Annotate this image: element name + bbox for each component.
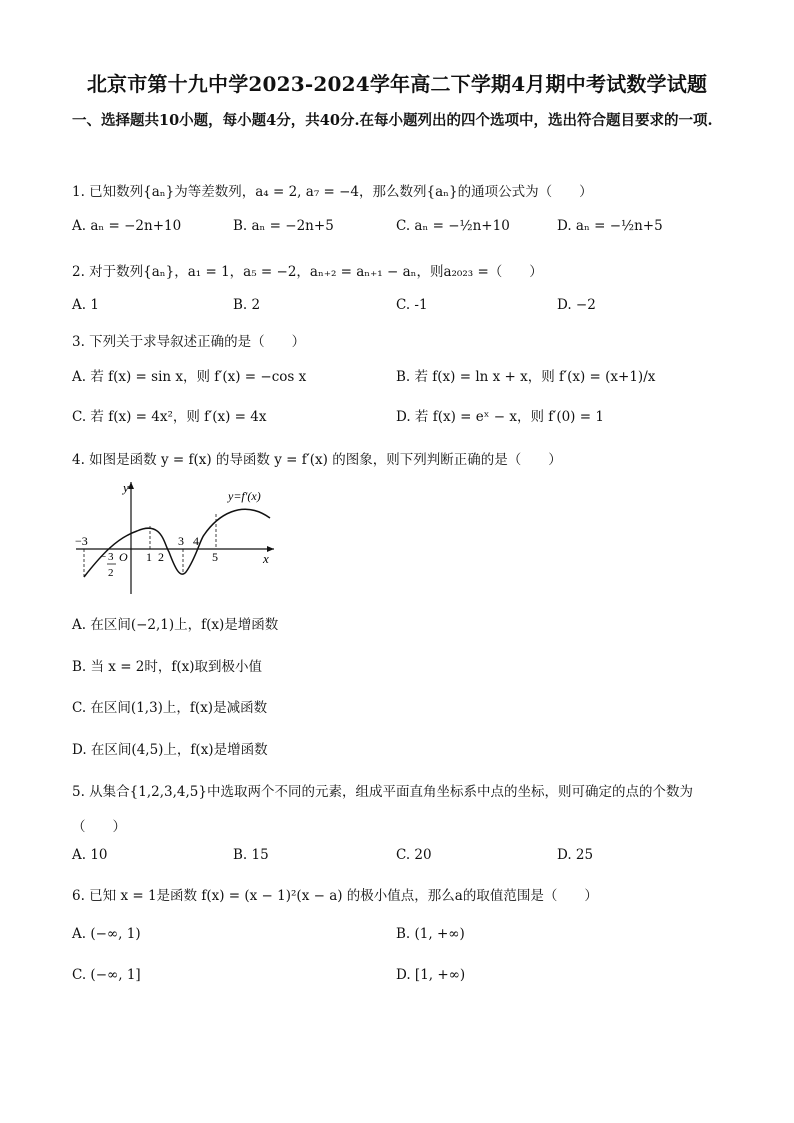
question-3-option-c[interactable]: C. 若 f(x) = 4x²，则 f′(x) = 4x bbox=[72, 409, 267, 425]
question-1-option-d[interactable]: D. aₙ = −½n+5 bbox=[557, 218, 663, 234]
question-5-stem: 5. 从集合{1,2,3,4,5}中选取两个不同的元素，组成平面直角坐标系中点的坐标，则可确定的点的个数为 bbox=[72, 784, 693, 800]
tick-label-4: 4 bbox=[193, 534, 199, 548]
question-5-option-c[interactable]: C. 20 bbox=[396, 847, 432, 863]
svg-text:2: 2 bbox=[108, 567, 114, 579]
x-axis-label: x bbox=[263, 551, 269, 566]
question-6-stem: 6. 已知 x = 1是函数 f(x) = (x − 1)²(x − a) 的极小值点，那么a的取值范围是（ ） bbox=[72, 888, 598, 904]
question-6-option-c[interactable]: C. (−∞, 1] bbox=[72, 967, 141, 983]
section-heading: 一、选择题共10小题，每小题4分，共40分.在每小题列出的四个选项中，选出符合题目要求的一项. bbox=[72, 112, 713, 129]
curve-label: y=f′(x) bbox=[228, 489, 261, 503]
tick-label-5: 5 bbox=[212, 550, 218, 564]
question-6-option-a[interactable]: A. (−∞, 1) bbox=[72, 926, 141, 942]
svg-text:3: 3 bbox=[108, 551, 114, 563]
y-axis-label: y bbox=[123, 480, 129, 495]
question-1-option-b[interactable]: B. aₙ = −2n+5 bbox=[233, 218, 334, 234]
tick-label-3: 3 bbox=[178, 534, 184, 548]
question-4-option-b[interactable]: B. 当 x = 2时，f(x)取到极小值 bbox=[72, 659, 263, 675]
question-1-option-c[interactable]: C. aₙ = −½n+10 bbox=[396, 218, 510, 234]
page-title: 北京市第十九中学2023-2024学年高二下学期4月期中考试数学试题 bbox=[86, 72, 708, 96]
origin-label: O bbox=[119, 550, 128, 564]
question-2-stem: 2. 对于数列{aₙ}，a₁ = 1，a₅ = −2，aₙ₊₂ = aₙ₊₁ − aₙ，则a₂₀₂₃ =（ ） bbox=[72, 264, 543, 280]
question-5-option-b[interactable]: B. 15 bbox=[233, 847, 269, 863]
question-3-option-d[interactable]: D. 若 f(x) = eˣ − x，则 f′(0) = 1 bbox=[396, 409, 604, 425]
question-4-stem: 4. 如图是函数 y = f(x) 的导函数 y = f′(x) 的图象，则下列判断正确的是（ ） bbox=[72, 452, 562, 468]
y-axis-arrow-icon bbox=[128, 482, 134, 489]
question-2-option-b[interactable]: B. 2 bbox=[233, 297, 261, 313]
tick-label-2: 2 bbox=[158, 550, 164, 564]
question-2-option-a[interactable]: A. 1 bbox=[72, 297, 99, 313]
question-1-stem: 1. 已知数列{aₙ}为等差数列，a₄ = 2, a₇ = −4，那么数列{aₙ}的通项公式为（ ） bbox=[72, 184, 593, 200]
question-5-option-d[interactable]: D. 25 bbox=[557, 847, 594, 863]
question-6-option-d[interactable]: D. [1, +∞) bbox=[396, 967, 466, 983]
derivative-graph bbox=[72, 476, 292, 596]
question-4-option-c[interactable]: C. 在区间(1,3)上，f(x)是减函数 bbox=[72, 700, 268, 716]
question-4-option-a[interactable]: A. 在区间(−2,1)上，f(x)是增函数 bbox=[72, 617, 279, 633]
tick-label-minus3: −3 bbox=[75, 534, 88, 548]
question-2-option-d[interactable]: D. −2 bbox=[557, 297, 596, 313]
question-4-option-d[interactable]: D. 在区间(4,5)上，f(x)是增函数 bbox=[72, 742, 268, 758]
question-3-stem: 3. 下列关于求导叙述正确的是（ ） bbox=[72, 334, 306, 350]
question-5-stem-continued: （ ） bbox=[72, 819, 126, 835]
question-3-option-a[interactable]: A. 若 f(x) = sin x，则 f′(x) = −cos x bbox=[72, 369, 307, 385]
question-6-option-b[interactable]: B. (1, +∞) bbox=[396, 926, 465, 942]
question-2-option-c[interactable]: C. -1 bbox=[396, 297, 428, 313]
question-5-option-a[interactable]: A. 10 bbox=[72, 847, 108, 863]
tick-label-minus-three-halves bbox=[100, 551, 116, 579]
svg-text:−: − bbox=[100, 551, 107, 563]
tick-label-1: 1 bbox=[146, 550, 152, 564]
question-3-option-b[interactable]: B. 若 f(x) = ln x + x，则 f′(x) = (x+1)/x bbox=[396, 369, 656, 385]
question-1-option-a[interactable]: A. aₙ = −2n+10 bbox=[72, 218, 182, 234]
